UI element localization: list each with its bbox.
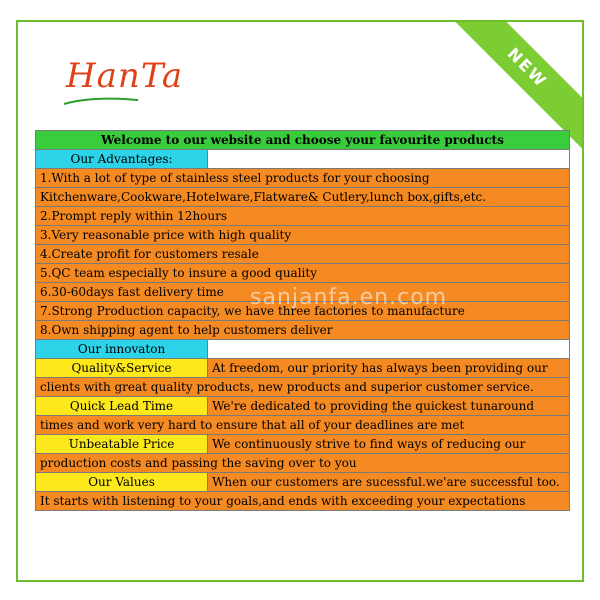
- section-text: We're dedicated to providing the quickest tunaround: [208, 397, 570, 416]
- section-text-cont: production costs and passing the saving over to you: [36, 454, 570, 473]
- innovation-heading: Our innovaton: [36, 340, 208, 359]
- new-badge: NEW: [433, 20, 584, 162]
- section-text: At freedom, our priority has always been providing our: [208, 359, 570, 378]
- advantage-item: 2.Prompt reply within 12hours: [36, 207, 570, 226]
- advantage-item: 6.30-60days fast delivery time: [36, 283, 570, 302]
- welcome-row: [36, 131, 570, 150]
- advantage-item: 4.Create profit for customers resale: [36, 245, 570, 264]
- section-label: Quality&Service: [36, 359, 208, 378]
- section-text-cont: times and work very hard to ensure that all of your deadlines are met: [36, 416, 570, 435]
- advantages-heading-row: [36, 150, 570, 169]
- advantages-heading: Our Advantages:: [36, 150, 208, 169]
- blank-cell: [208, 150, 570, 169]
- blank-cell: [208, 340, 570, 359]
- section-label: Our Values: [36, 473, 208, 492]
- advantage-item: Kitchenware,Cookware,Hotelware,Flatware& Cutlery,lunch box,gifts,etc.: [36, 188, 570, 207]
- hanta-logo: HanTa: [66, 56, 184, 96]
- section-text: We continuously strive to find ways of reducing our: [208, 435, 570, 454]
- advantage-item: 7.Strong Production capacity, we have three factories to manufacture: [36, 302, 570, 321]
- innovation-heading-row: [36, 340, 570, 359]
- section-label: Quick Lead Time: [36, 397, 208, 416]
- section-text: When our customers are sucessful.we'are successful too.: [208, 473, 570, 492]
- watermark: sanjanfa.en.com: [250, 285, 448, 310]
- info-table: [35, 130, 570, 511]
- logo-swoosh-icon: [62, 94, 140, 108]
- advantage-item: 3.Very reasonable price with high quality: [36, 226, 570, 245]
- advantage-item: 8.Own shipping agent to help customers deliver: [36, 321, 570, 340]
- advantage-item: 5.QC team especially to insure a good quality: [36, 264, 570, 283]
- section-label: Unbeatable Price: [36, 435, 208, 454]
- advantage-item: 1.With a lot of type of stainless steel products for your choosing: [36, 169, 570, 188]
- section-text-cont: clients with great quality products, new products and superior customer service.: [36, 378, 570, 397]
- welcome-heading: Welcome to our website and choose your favourite products: [36, 131, 570, 150]
- section-text-cont: It starts with listening to your goals,and ends with exceeding your expectations: [36, 492, 570, 511]
